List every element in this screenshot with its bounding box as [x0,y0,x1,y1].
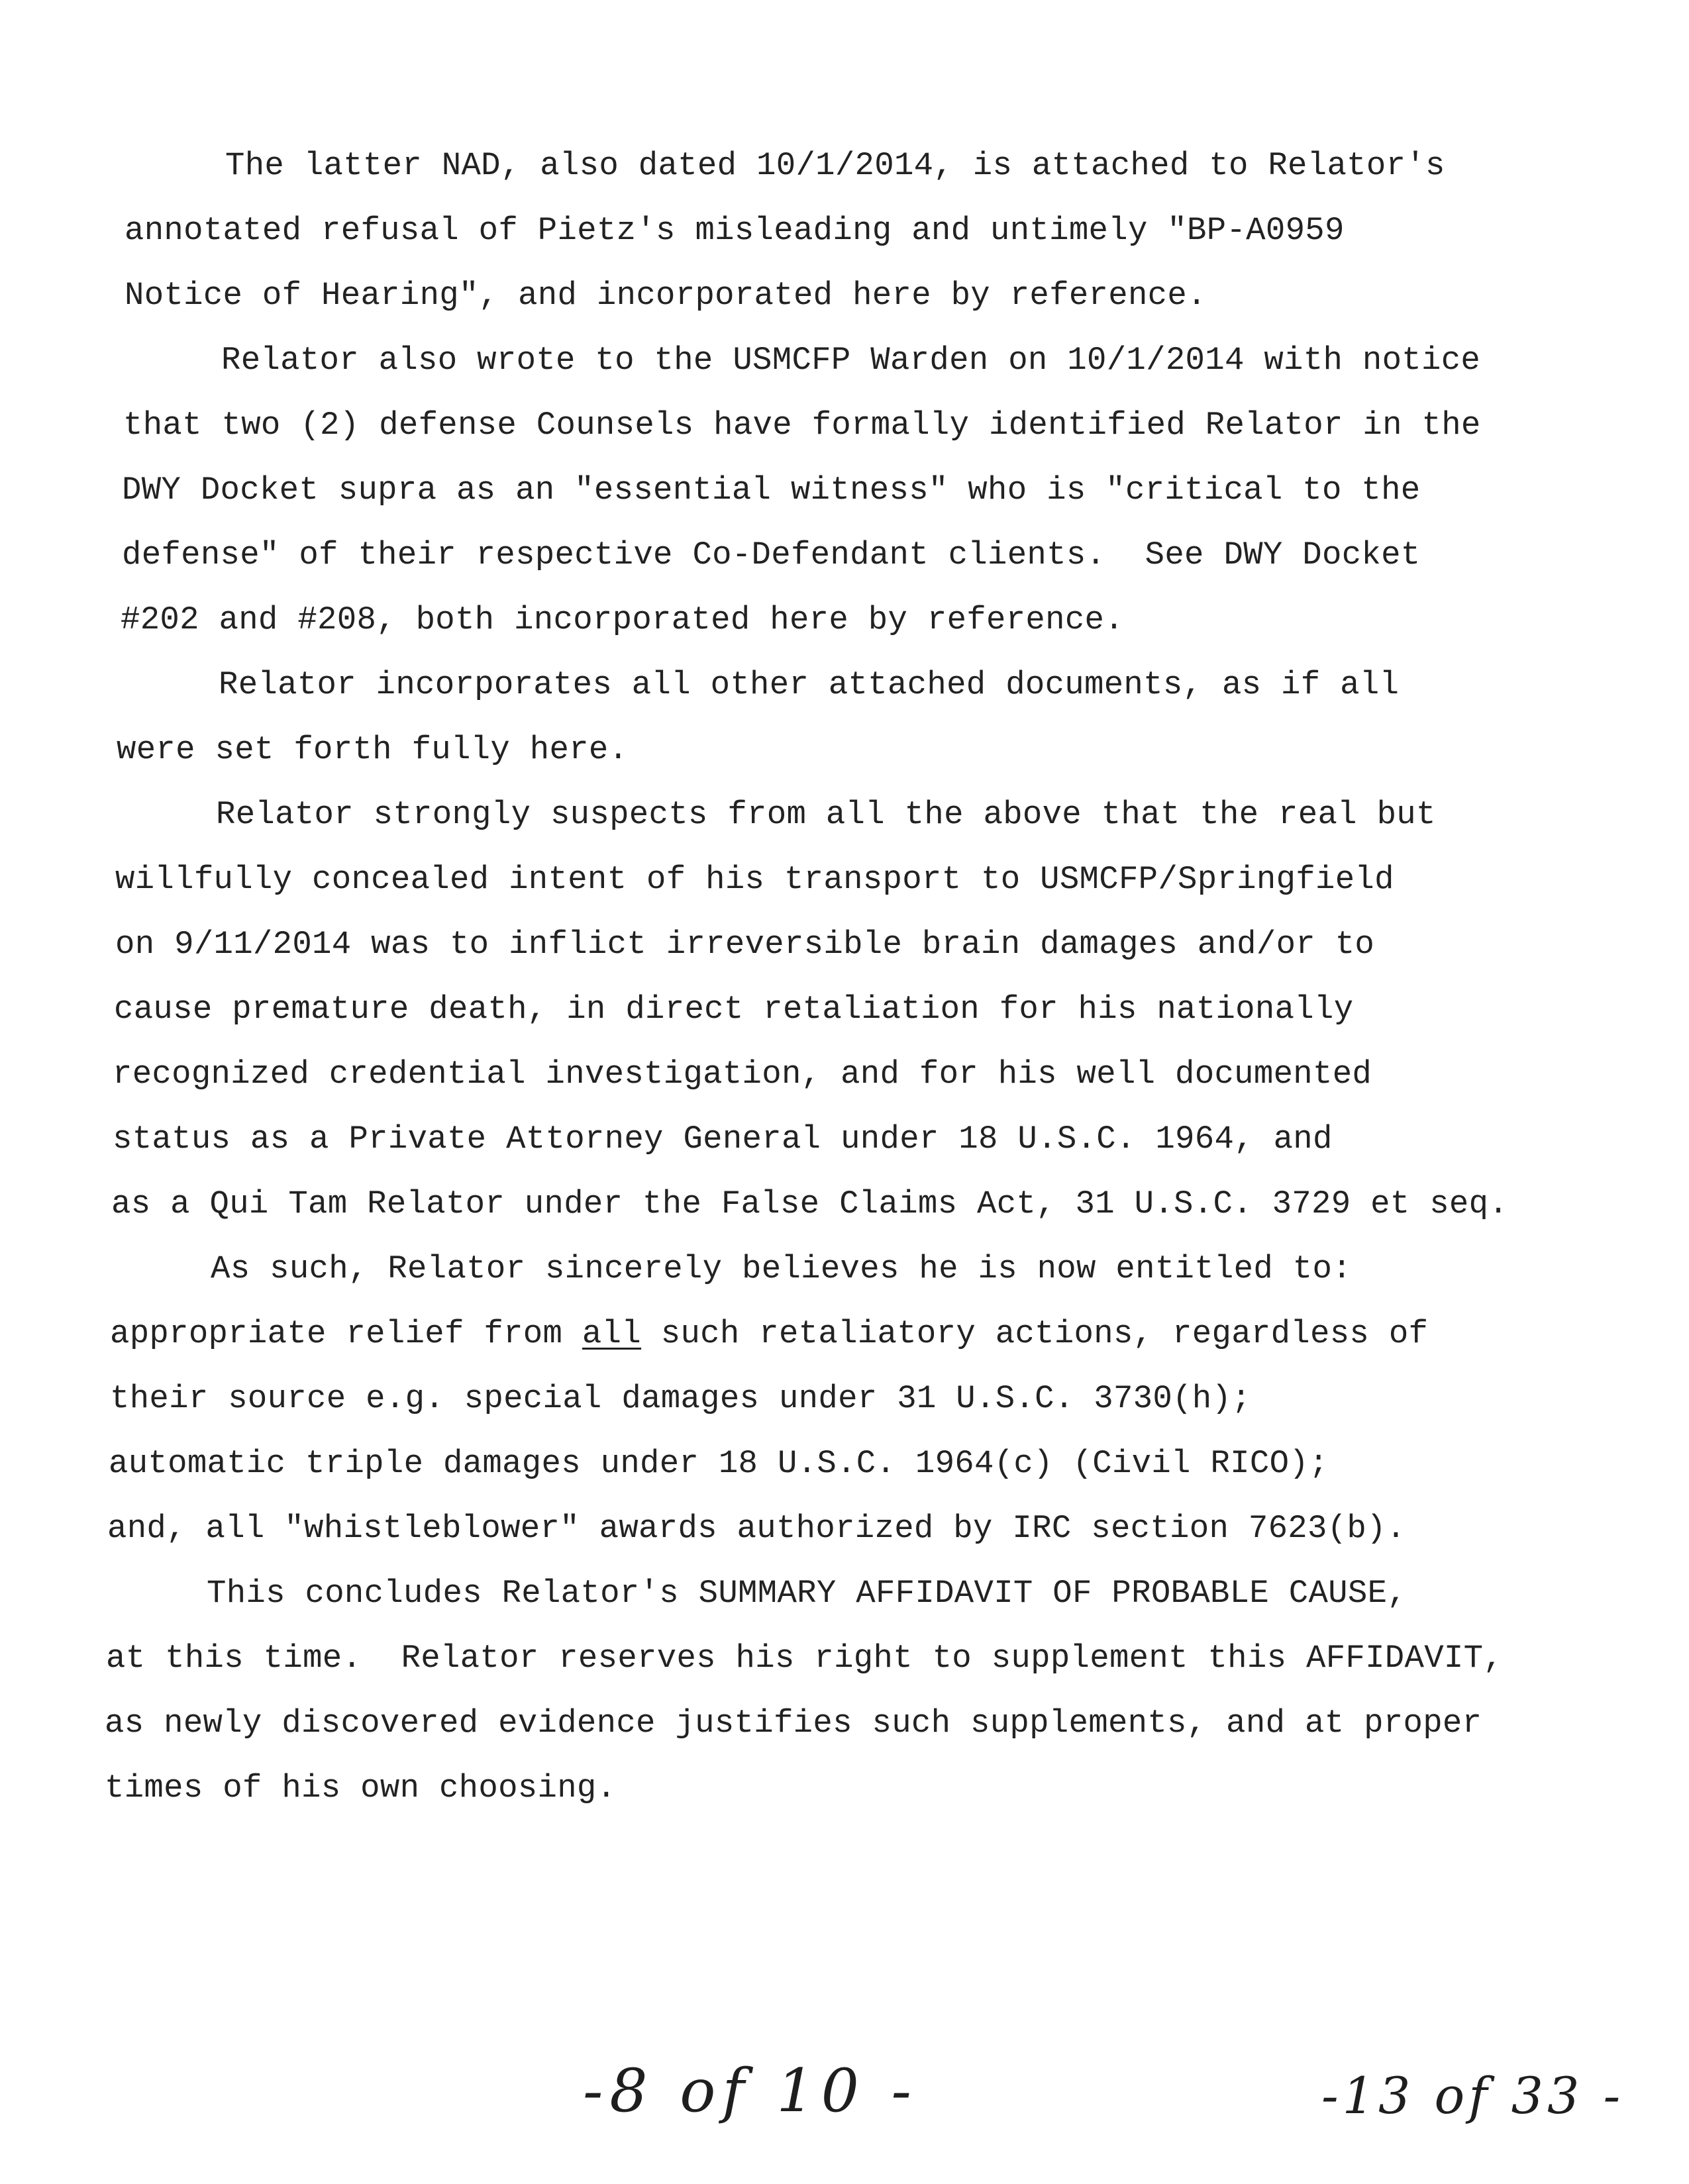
text-line: recognized credential investigation, and for his well documented [113,1056,1372,1093]
text-line: defense" of their respective Co-Defendant clients. See DWY Docket [122,536,1421,573]
text-line: cause premature death, in direct retaliation for his nationally [114,991,1354,1028]
text-line: times of his own choosing. [105,1769,617,1807]
text-line: as a Qui Tam Relator under the False Claims Act, 31 U.S.C. 3729 et seq. [111,1185,1509,1222]
text-line: Notice of Hearing", and incorporated here by reference. [125,277,1207,314]
page-number-handwritten: -8 of 10 - [583,2056,918,2126]
text-line: willfully concealed intent of his transport to USMCFP/Springfield [115,861,1394,898]
text-line: as newly discovered evidence justifies such supplements, and at proper [105,1705,1482,1742]
text-segment: such retaliatory actions, regardless of [641,1315,1429,1352]
underlined-word: all [582,1315,642,1352]
text-line: As such, Relator sincerely believes he is now entitled to: [211,1250,1352,1287]
text-line: #202 and #208, both incorporated here by reference. [121,601,1124,638]
text-segment: appropriate relief from [110,1315,582,1352]
text-line: that two (2) defense Counsels have formally identified Relator in the [123,407,1481,444]
text-line: This concludes Relator's SUMMARY AFFIDAVIT OF PROBABLE CAUSE, [207,1575,1407,1612]
text-line: Relator also wrote to the USMCFP Warden on 10/1/2014 with notice [221,342,1481,379]
text-line: status as a Private Attorney General under 18 U.S.C. 1964, and [113,1120,1333,1158]
text-line: automatic triple damages under 18 U.S.C. 1964(c) (Civil RICO); [109,1445,1329,1482]
text-line: Relator incorporates all other attached documents, as if all [219,666,1400,703]
text-line: and, all "whistleblower" awards authorized by IRC section 7623(b). [107,1510,1406,1547]
text-line: The latter NAD, also dated 10/1/2014, is attached to Relator's [225,147,1445,184]
text-line: were set forth fully here. [117,731,629,768]
exhibit-page-number-handwritten: -13 of 33 - [1321,2066,1625,2125]
text-line [110,1314,1428,1354]
text-line: DWY Docket supra as an "essential witness" who is "critical to the [122,472,1421,509]
text-line: their source e.g. special damages under 31 U.S.C. 3730(h); [110,1380,1251,1417]
text-line: on 9/11/2014 was to inflict irreversible brain damages and/or to [115,926,1375,963]
text-line: annotated refusal of Pietz's misleading and untimely "BP-A0959 [125,212,1345,249]
text-line: at this time. Relator reserves his right to supplement this AFFIDAVIT, [106,1640,1504,1677]
text-line: Relator strongly suspects from all the above that the real but [216,796,1436,833]
